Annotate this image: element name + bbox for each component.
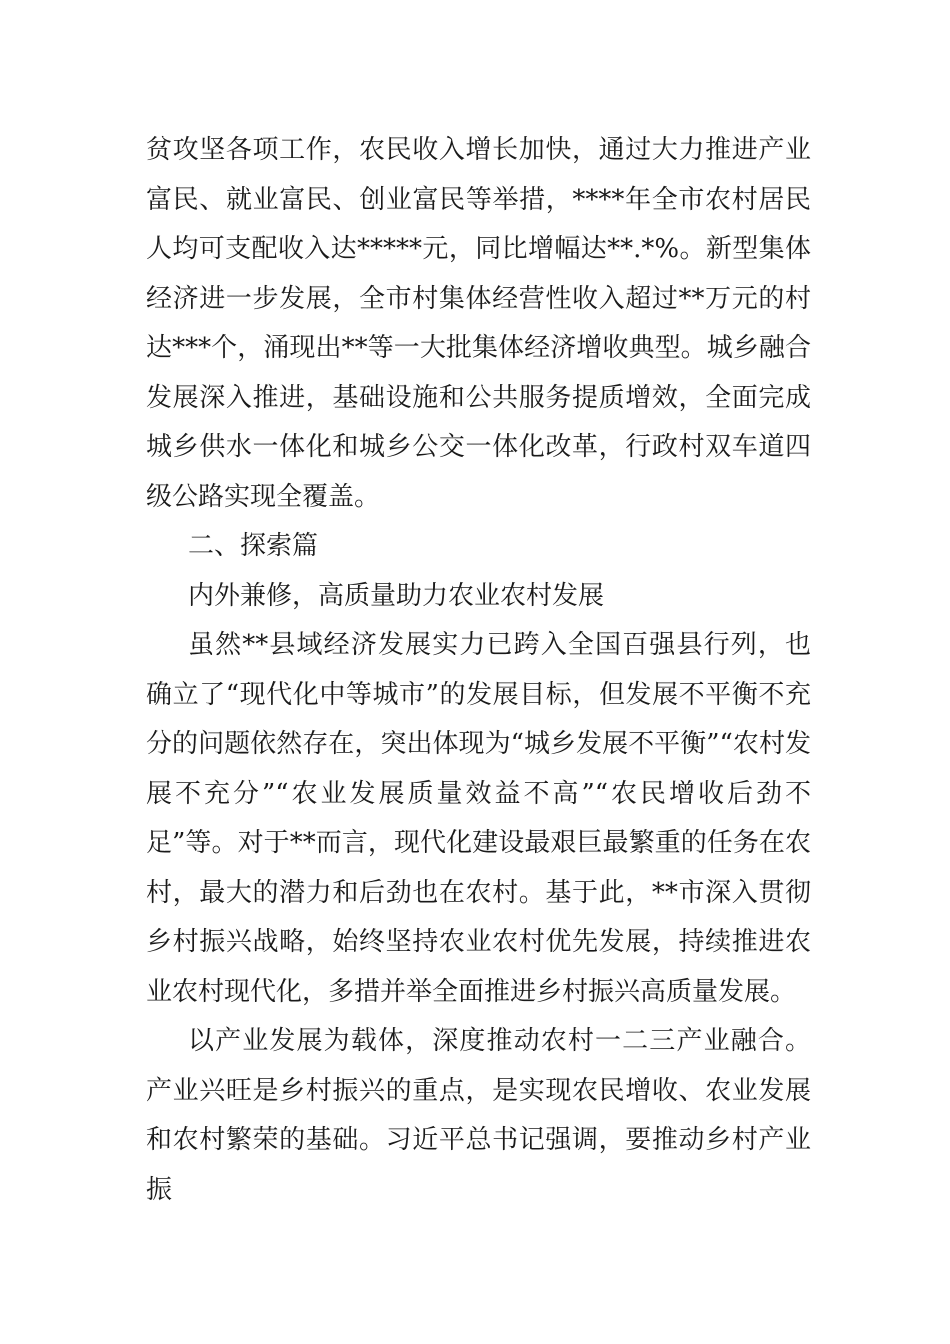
section-heading: 二、探索篇 [188,531,319,561]
paragraph: 虽然**县域经济发展实力已跨入全国百强县行列，也确立了“现代化中等城市”的发展目标，但发展不平衡不充分的问题依然存在，突出体现为“城乡发展不平衡”“农村发展不充分”“农业发展质量效益不高”“农民增收后劲不足”等。对于**而言，现代化建设最艰巨最繁重的任务在农村，最大的潜力和后劲也在农村。基于此，**市深入贯彻乡村振兴战略，始终坚持农业农村优先发展，持续推进农业农村现代化，多措并举全面推进乡村振兴高质量发展。 [146,630,811,1007]
paragraph: 以产业发展为载体，深度推动农村一二三产业融合。产业兴旺是乡村振兴的重点，是实现农民增收、农业发展和农村繁荣的基础。习近平总书记强调，要推动乡村产业振 [146,1026,811,1205]
subheading: 内外兼修，高质量助力农业农村发展 [188,580,605,611]
document-page [146,126,811,1215]
paragraph-continued: 贫攻坚各项工作，农民收入增长加快，通过大力推进产业富民、就业富民、创业富民等举措，****年全市农村居民人均可支配收入达*****元，同比增幅达**.*%。新型集体经济进一步发展，全市村集体经营性收入超过**万元的村达***个，涌现出**等一大批集体经济增收典型。城乡融合发展深入推进，基础设施和公共服务提质增效，全面完成城乡供水一体化和城乡公交一体化改革，行政村双车道四级公路实现全覆盖。 [146,135,811,512]
